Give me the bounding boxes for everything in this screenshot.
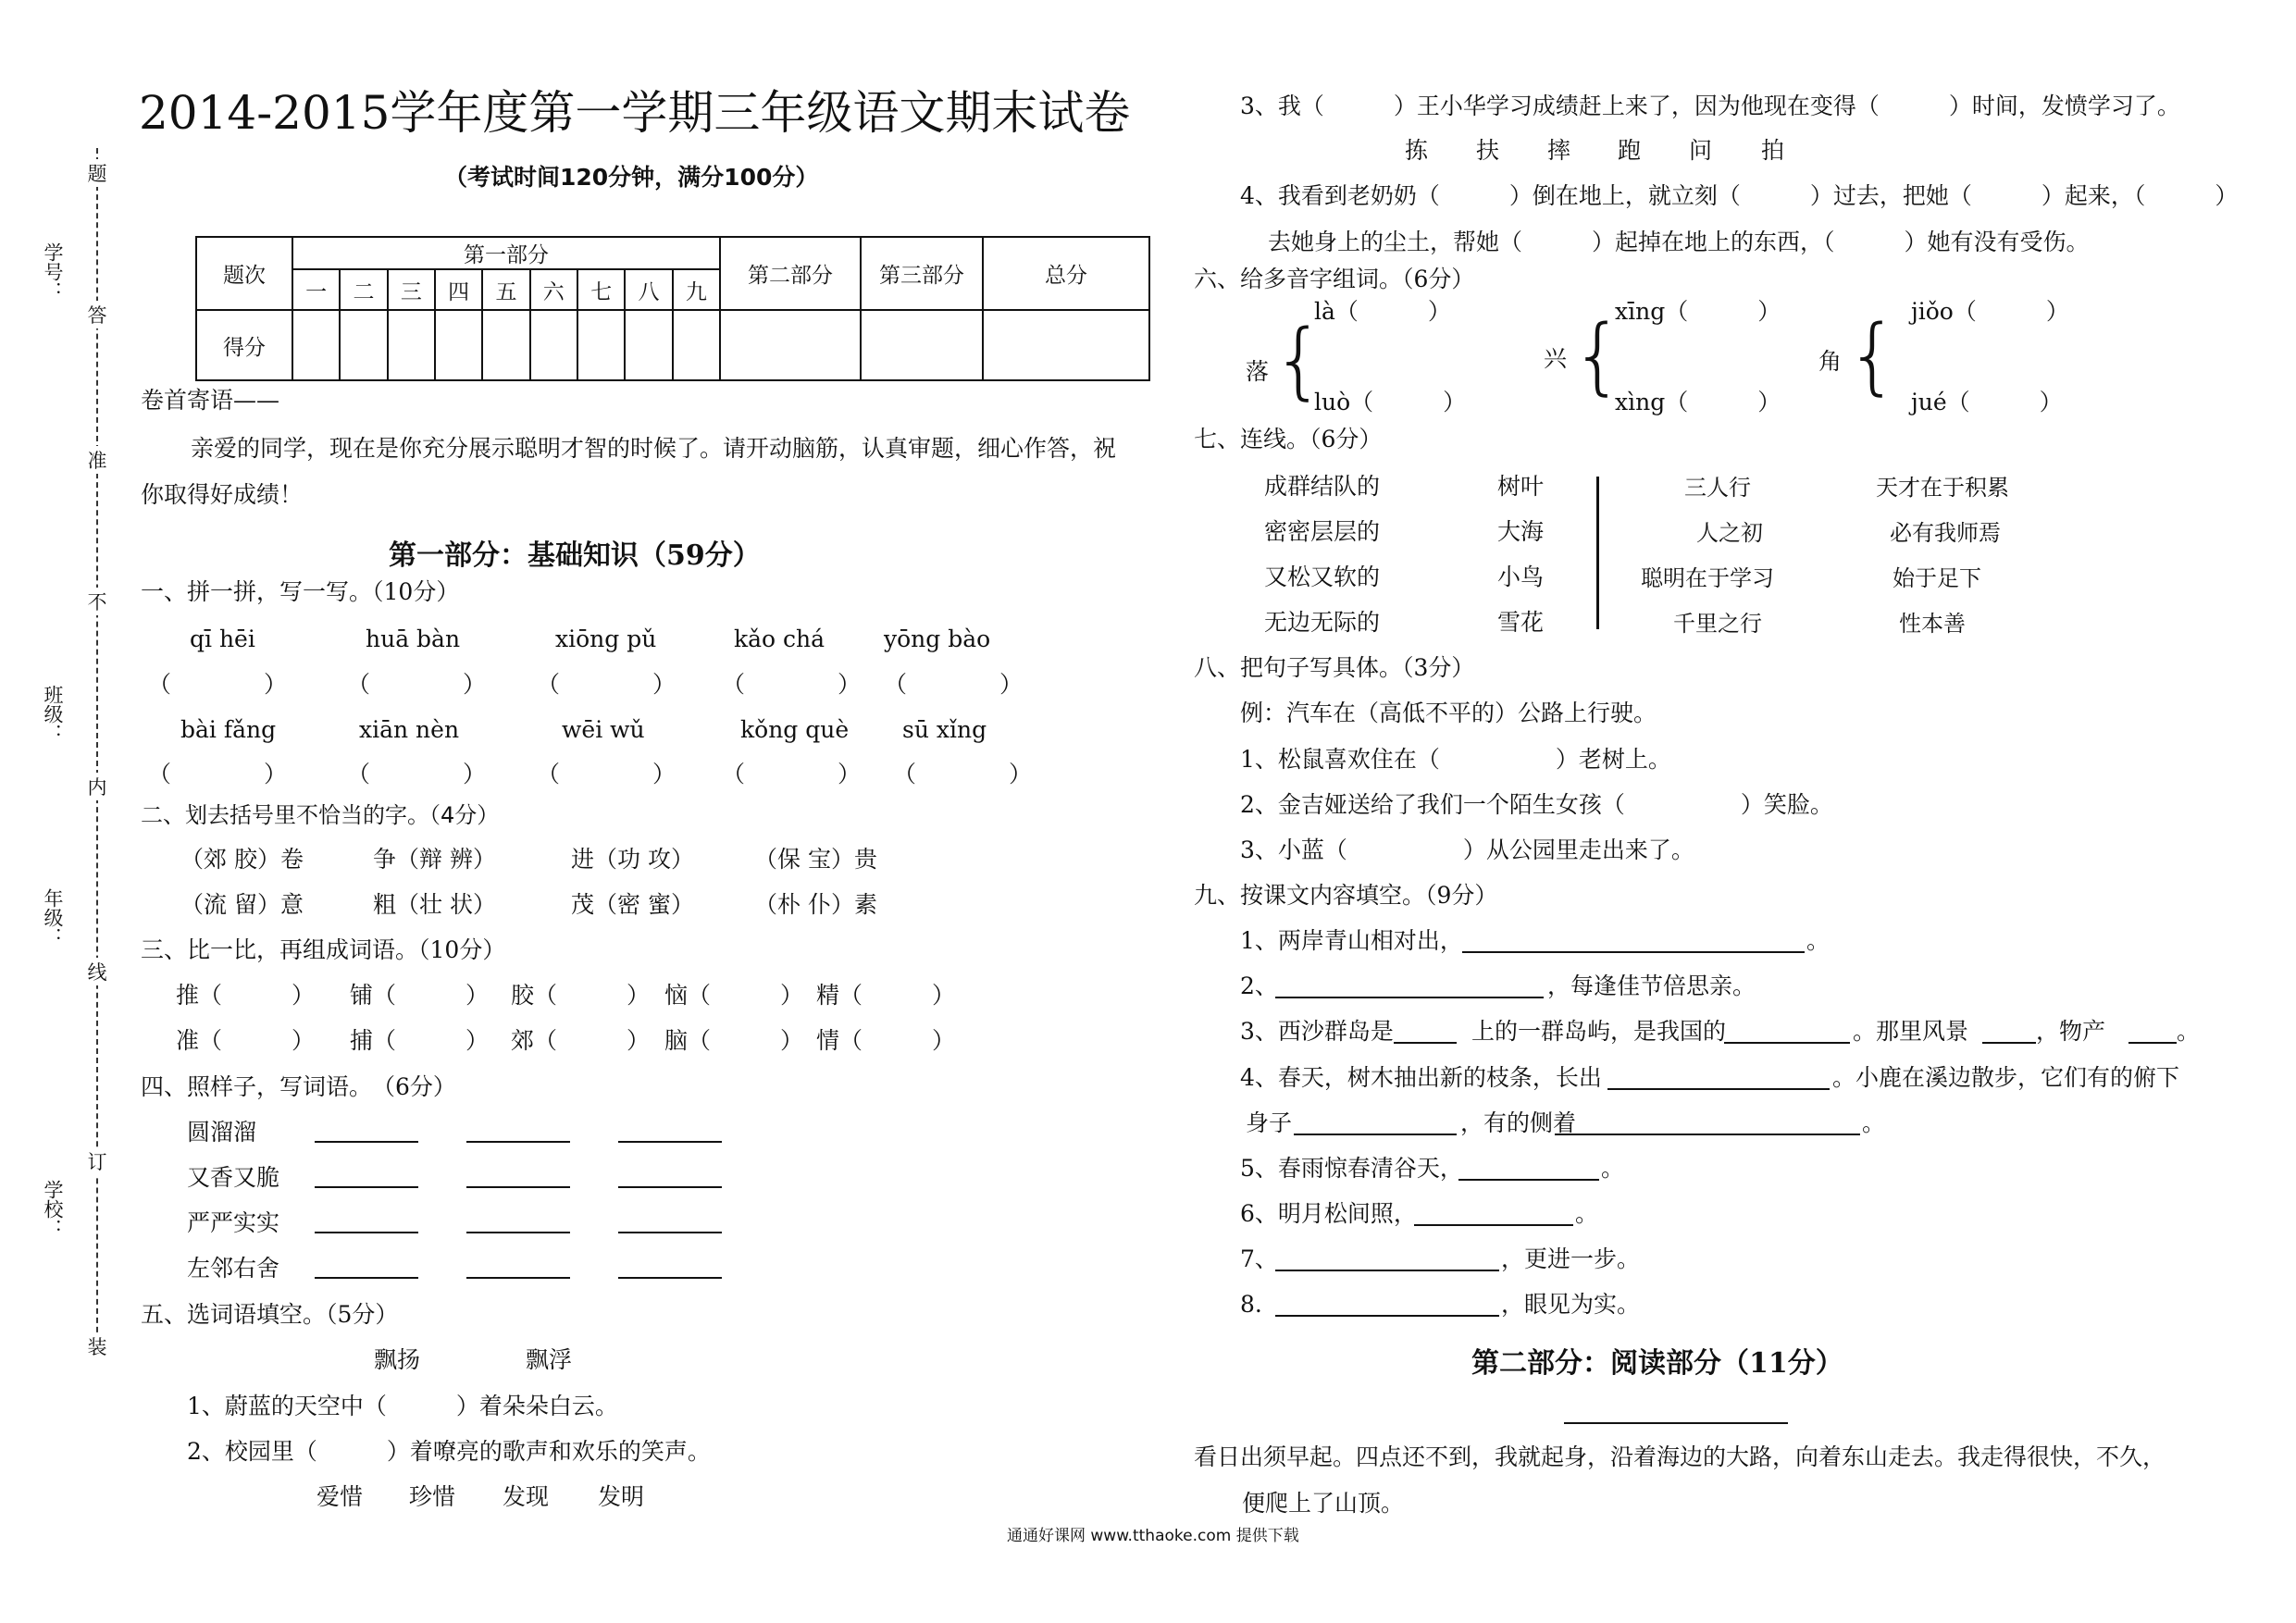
polyphone-reading[interactable]: jué（ ）	[1911, 389, 2063, 415]
match-item[interactable]: 性本善	[1899, 611, 1966, 637]
answer-line[interactable]	[315, 1277, 418, 1279]
match-item[interactable]: 千里之行	[1673, 611, 1762, 637]
q3-title: 三、比一比，再组成词语。（10分）	[141, 936, 506, 963]
polyphone-reading[interactable]: jiǒo（ ）	[1911, 298, 2069, 325]
poem-line: 。	[1806, 927, 1831, 954]
answer-line[interactable]	[1982, 1042, 2036, 1044]
poem-line: 。	[1601, 1155, 1625, 1182]
answer-blank[interactable]: （ ）	[722, 671, 862, 698]
answer-blank[interactable]: （ ）	[347, 671, 487, 698]
word-choice[interactable]: 茂（密 蜜）	[571, 891, 694, 918]
poem-line: 。	[1575, 1200, 1599, 1227]
answer-blank[interactable]: （ ）	[148, 761, 288, 787]
pinyin: kǒng què	[740, 716, 850, 743]
match-item[interactable]: 聪明在于学习	[1641, 565, 1774, 591]
poem-line: ，眼见为实。	[1501, 1291, 1641, 1318]
score-cell[interactable]	[577, 310, 625, 380]
poem-line: 。小鹿在溪边散步，它们有的俯下	[1832, 1064, 2180, 1091]
answer-line[interactable]	[2128, 1042, 2177, 1044]
pinyin: kǎo chá	[734, 626, 825, 652]
polyphone-reading[interactable]: là（ ）	[1314, 298, 1451, 325]
polyphone-char: 角	[1818, 348, 1843, 375]
binding-char: 内	[87, 773, 107, 800]
answer-line[interactable]	[466, 1141, 570, 1143]
score-cell[interactable]	[861, 310, 983, 380]
passage-text: 便爬上了山顶。	[1242, 1490, 1405, 1517]
word-choice[interactable]: （保 宝）贵	[754, 846, 877, 873]
match-item[interactable]: 必有我师焉	[1890, 520, 2001, 546]
word-option: 发现	[503, 1483, 550, 1510]
part1-header: 第一部分	[292, 237, 720, 269]
answer-line[interactable]	[1462, 951, 1805, 953]
page-subtitle: （考试时间120分钟，满分100分）	[444, 164, 819, 191]
polyphone-reading[interactable]: xīng（ ）	[1615, 298, 1781, 325]
binding-char: 不	[87, 588, 107, 615]
answer-line[interactable]	[1607, 1088, 1830, 1090]
poem-line: 2、	[1240, 973, 1278, 999]
q4-title: 四、照样子，写词语。 （6分）	[141, 1073, 456, 1100]
answer-line[interactable]	[618, 1141, 722, 1143]
word-option: 拣	[1405, 137, 1429, 164]
question-number: 七	[577, 269, 625, 310]
fill-sentence[interactable]: 3、小蓝（ ）从公园里走出来了。	[1240, 836, 1694, 863]
example-sentence: 例：汽车在（高低不平的）公路上行驶。	[1240, 700, 1657, 726]
word-choice[interactable]: 争（辩 辨）	[373, 846, 496, 873]
question-number: 四	[435, 269, 482, 310]
answer-line[interactable]	[618, 1232, 722, 1233]
part2-title: 第二部分：阅读部分（11分）	[1471, 1347, 1843, 1380]
score-cell[interactable]	[388, 310, 435, 380]
binding-char: 答	[87, 301, 107, 328]
example-word: 左邻右舍	[187, 1255, 280, 1282]
compare-item[interactable]: 恼（ ）	[664, 982, 804, 1009]
score-cell[interactable]	[482, 310, 529, 380]
question-number: 二	[340, 269, 387, 310]
compare-item[interactable]: 推（ ）	[176, 982, 316, 1009]
question-number: 九	[673, 269, 720, 310]
poem-line: ，物产	[2036, 1018, 2106, 1045]
school-label: 学校：	[42, 1180, 64, 1238]
polyphone-reading[interactable]: xìng（ ）	[1615, 389, 1781, 415]
fill-sentence[interactable]: 3、我（ ）王小华学习成绩赶上来了，因为他现在变得（ ）时间，发愤学习了。	[1240, 93, 2180, 119]
fill-sentence[interactable]: 2、金吉娅送给了我们一个陌生女孩（ ）笑脸。	[1240, 791, 1833, 818]
match-item[interactable]: 始于足下	[1893, 565, 1981, 591]
pinyin: huā bàn	[366, 626, 461, 652]
score-cell[interactable]	[340, 310, 387, 380]
word-option: 飘扬	[374, 1346, 421, 1373]
answer-line[interactable]	[315, 1186, 418, 1188]
pinyin: xiān nèn	[359, 716, 460, 743]
poem-line: 。那里风景	[1853, 1018, 1969, 1045]
match-item[interactable]: 无边无际的	[1264, 609, 1381, 636]
answer-line[interactable]	[618, 1277, 722, 1279]
score-cell[interactable]	[530, 310, 577, 380]
word-choice[interactable]: 粗（壮 状）	[373, 891, 496, 918]
compare-item[interactable]: 捕（ ）	[350, 1027, 490, 1054]
fill-sentence[interactable]: 1、松鼠喜欢住在（ ）老树上。	[1240, 746, 1671, 773]
answer-line[interactable]	[1275, 997, 1544, 998]
word-choice[interactable]: 进（功 攻）	[571, 846, 694, 873]
match-item[interactable]: 雪花	[1497, 609, 1545, 636]
poem-line: 5、春雨惊春清谷天，	[1240, 1155, 1463, 1182]
answer-line[interactable]	[466, 1277, 570, 1279]
answer-line[interactable]	[1555, 1134, 1860, 1135]
score-table	[195, 236, 1150, 381]
binding-char: 题	[87, 159, 107, 187]
class-label: 班级：	[42, 685, 64, 743]
answer-line[interactable]	[1275, 1315, 1499, 1317]
poem-line: 4、春天，树木抽出新的枝条，长出	[1240, 1064, 1602, 1091]
pinyin: bài fǎng	[180, 716, 277, 743]
answer-line[interactable]	[315, 1232, 418, 1233]
part3-header: 第三部分	[861, 237, 983, 310]
passage-title-blank[interactable]	[1564, 1422, 1788, 1424]
match-divider	[1596, 477, 1599, 629]
polyphone-char: 落	[1246, 358, 1270, 385]
answer-blank[interactable]: （ ）	[148, 671, 288, 698]
poem-line: ，有的侧着	[1460, 1109, 1577, 1136]
word-option: 拍	[1761, 137, 1785, 164]
word-option: 扶	[1476, 137, 1500, 164]
poem-line: 。	[2177, 1018, 2201, 1045]
binding-char: 线	[87, 958, 107, 985]
polyphone-char: 兴	[1544, 345, 1568, 372]
pinyin: yōng bào	[884, 626, 991, 652]
question-number: 三	[388, 269, 435, 310]
answer-blank[interactable]: （ ）	[537, 761, 676, 787]
binding-char: 准	[87, 446, 107, 474]
brace-icon: {	[1571, 307, 1625, 404]
match-item[interactable]: 人之初	[1696, 520, 1763, 546]
q5-title: 五、选词语填空。（5分）	[141, 1301, 399, 1328]
page-title: 2014-2015学年度第一学期三年级语文期末试卷	[139, 86, 1131, 140]
match-item[interactable]: 天才在于积累	[1876, 475, 2009, 501]
match-item[interactable]: 大海	[1497, 518, 1545, 545]
score-row-label: 得分	[196, 310, 292, 380]
poem-line: ，更进一步。	[1501, 1245, 1641, 1272]
score-cell[interactable]	[720, 310, 861, 380]
answer-blank[interactable]: （ ）	[893, 761, 1033, 787]
match-item[interactable]: 小鸟	[1497, 564, 1545, 590]
poem-line: 6、明月松间照，	[1240, 1200, 1417, 1227]
q7-title: 七、连线。（6分）	[1194, 426, 1383, 452]
score-cell[interactable]	[435, 310, 482, 380]
answer-line[interactable]	[315, 1141, 418, 1143]
score-cell[interactable]	[673, 310, 720, 380]
answer-line[interactable]	[1724, 1042, 1850, 1044]
word-choice[interactable]: （流 留）意	[180, 891, 304, 918]
brace-icon: {	[1272, 312, 1326, 409]
question-number: 五	[482, 269, 529, 310]
answer-line[interactable]	[1458, 1179, 1599, 1181]
footer-credit: 通通好课网 www.tthaoke.com 提供下载	[1007, 1527, 1299, 1545]
compare-item[interactable]: 准（ ）	[176, 1027, 316, 1054]
fill-sentence[interactable]: 去她身上的尘土，帮她（ ）起掉在地上的东西，（ ）她有没有受伤。	[1268, 229, 2090, 255]
compare-item[interactable]: 精（ ）	[816, 982, 956, 1009]
question-number: 八	[625, 269, 672, 310]
pinyin: wēi wǔ	[562, 716, 645, 743]
pinyin: qī hēi	[190, 626, 255, 652]
binding-line	[96, 148, 98, 1360]
q2-title: 二、划去括号里不恰当的字。（4分）	[141, 802, 500, 828]
example-word: 严严实实	[187, 1209, 280, 1236]
fill-sentence[interactable]: 2、校园里（ ）着嘹亮的歌声和欢乐的笑声。	[187, 1438, 711, 1465]
word-option: 发明	[598, 1483, 645, 1510]
question-number: 一	[292, 269, 340, 310]
match-item[interactable]: 三人行	[1684, 475, 1751, 501]
example-word: 又香又脆	[187, 1164, 280, 1191]
grade-label: 年级：	[42, 888, 64, 947]
answer-line[interactable]	[1414, 1224, 1573, 1226]
score-cell[interactable]	[292, 310, 340, 380]
q6-title: 六、给多音字组词。（6分）	[1194, 266, 1475, 292]
binding-char: 订	[87, 1147, 107, 1175]
poem-line: 上的一群岛屿，是我国的	[1471, 1018, 1727, 1045]
match-item[interactable]: 成群结队的	[1264, 473, 1381, 500]
word-option: 摔	[1547, 137, 1571, 164]
q1-title: 一、拼一拼，写一写。（10分）	[141, 578, 460, 605]
answer-line[interactable]	[1275, 1270, 1499, 1271]
compare-item[interactable]: 铺（ ）	[350, 982, 490, 1009]
fill-sentence[interactable]: 4、我看到老奶奶（ ）倒在地上，就立刻（ ）过去，把她（ ）起来，（ ）	[1240, 182, 2239, 209]
answer-blank[interactable]: （ ）	[884, 671, 1024, 698]
part1-title: 第一部分：基础知识（59分）	[389, 539, 761, 572]
word-choice[interactable]: （郊 胶）卷	[180, 846, 304, 873]
preface-line: 你取得好成绩！	[141, 481, 304, 508]
poem-line: 7、	[1240, 1245, 1278, 1272]
passage-text: 看日出须早起。四点还不到，我就起身，沿着海边的大路，向着东山走去。我走得很快，不久，	[1194, 1443, 2166, 1470]
brace-icon: {	[1846, 307, 1900, 404]
score-row-label: 题次	[196, 237, 292, 310]
total-header: 总分	[983, 237, 1149, 310]
score-cell[interactable]	[983, 310, 1149, 380]
example-word: 圆溜溜	[187, 1119, 257, 1146]
preface-heading: 卷首寄语——	[141, 387, 280, 414]
compare-item[interactable]: 脑（ ）	[664, 1027, 804, 1054]
poem-line: 。	[1862, 1109, 1886, 1136]
poem-line: 3、西沙群岛是	[1240, 1018, 1394, 1045]
answer-line[interactable]	[466, 1186, 570, 1188]
match-item[interactable]: 树叶	[1497, 473, 1545, 500]
word-option: 问	[1689, 137, 1713, 164]
word-choice[interactable]: （朴 仆）素	[754, 891, 877, 918]
q8-title: 八、把句子写具体。（3分）	[1194, 654, 1475, 681]
polyphone-reading[interactable]: luò（ ）	[1314, 389, 1467, 415]
answer-blank[interactable]: （ ）	[722, 761, 862, 787]
q9-title: 九、按课文内容填空。（9分）	[1194, 882, 1498, 909]
pinyin: sū xǐng	[902, 716, 987, 743]
compare-item[interactable]: 胶（ ）	[511, 982, 651, 1009]
match-item[interactable]: 又松又软的	[1264, 564, 1381, 590]
poem-line: 身子	[1246, 1109, 1293, 1136]
answer-blank[interactable]: （ ）	[537, 671, 676, 698]
answer-line[interactable]	[1294, 1134, 1457, 1135]
question-number: 六	[530, 269, 577, 310]
answer-line[interactable]	[618, 1186, 722, 1188]
poem-line: ，每逢佳节倍思亲。	[1547, 973, 1756, 999]
pinyin: xiōng pǔ	[555, 626, 657, 652]
preface-line: 亲爱的同学，现在是你充分展示聪明才智的时候了。请开动脑筋，认真审题，细心作答，祝	[191, 435, 1117, 462]
compare-item[interactable]: 郊（ ）	[511, 1027, 651, 1054]
word-option: 跑	[1618, 137, 1642, 164]
binding-char: 装	[87, 1332, 107, 1360]
answer-line[interactable]	[1394, 1042, 1457, 1044]
fill-sentence[interactable]: 1、蔚蓝的天空中（ ）着朵朵白云。	[187, 1393, 618, 1419]
score-cell[interactable]	[625, 310, 672, 380]
answer-blank[interactable]: （ ）	[347, 761, 487, 787]
match-item[interactable]: 密密层层的	[1264, 518, 1381, 545]
word-option: 飘浮	[526, 1346, 573, 1373]
word-option: 珍惜	[409, 1483, 456, 1510]
word-option: 爱惜	[316, 1483, 364, 1510]
poem-line: 8.	[1240, 1291, 1262, 1318]
poem-line: 1、两岸青山相对出，	[1240, 927, 1463, 954]
part2-header: 第二部分	[720, 237, 861, 310]
student-id-label: 学号：	[42, 242, 64, 301]
answer-line[interactable]	[466, 1232, 570, 1233]
compare-item[interactable]: 情（ ）	[816, 1027, 956, 1054]
